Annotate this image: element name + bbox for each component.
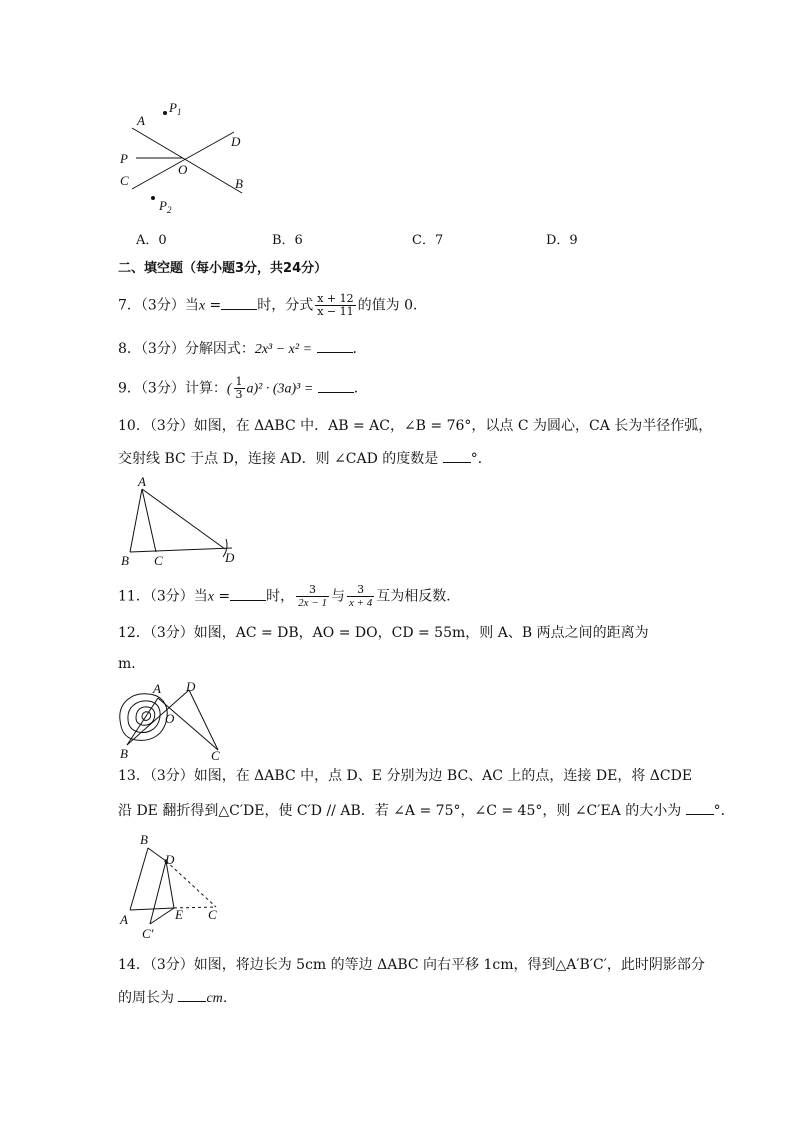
figure-q10	[112, 475, 242, 570]
question-7	[118, 293, 427, 318]
label-C-prime: C′	[142, 926, 154, 941]
label-D: D	[186, 679, 196, 694]
option-b: B．6	[272, 233, 303, 248]
q8-suffix: ．	[352, 341, 367, 357]
label-O: O	[165, 711, 175, 726]
label-O: O	[178, 162, 188, 177]
fraction: $\frac{3}{2x - 1}$	[298, 583, 327, 609]
q7-suffix: 的值为 0．	[357, 297, 428, 314]
answer-blank	[221, 295, 257, 310]
section-title-fill-in: 二、填空题（每小题3分，共24分）	[118, 261, 328, 276]
question-11: 11．（3分）当x = 时， $\frac{3}{2x - 1}$ 与 $\frac{3}{x + 4}$ 互为相反数．	[118, 583, 461, 609]
line-CD	[132, 132, 234, 189]
label-A: A	[138, 475, 146, 489]
label-C: C	[120, 173, 129, 188]
label-E: E	[175, 907, 183, 922]
label-B: B	[121, 553, 129, 568]
pond-contour	[120, 694, 167, 741]
option-a: A．0	[136, 233, 167, 248]
question-13-line-2: 沿 DE 翻折得到△C′DE，使 C′D // AB．若 ∠A = 75°，∠C = 45°，则 ∠C′EA 的大小为 °．	[118, 800, 735, 821]
question-8	[118, 338, 367, 360]
question-14-line-2: 的周长为 cm．	[118, 987, 237, 1009]
q9-suffix: ．	[353, 380, 368, 397]
figure-q13	[112, 828, 232, 943]
answer-blank	[317, 338, 353, 353]
label-P2: $P_2$	[159, 198, 172, 215]
label-A: A	[120, 912, 128, 927]
point-P2	[151, 196, 155, 200]
fraction: $\frac{3}{x + 4}$	[348, 583, 373, 609]
label-D: D	[225, 550, 235, 565]
figure-q12	[110, 678, 240, 762]
label-P1: $P_1$	[169, 100, 182, 117]
option-d: D．9	[546, 233, 578, 248]
question-9: 9．（3分）计算：( $\frac{1}{3}$ a)² · (3a)³ = ．	[118, 375, 368, 401]
label-P: P	[120, 151, 128, 166]
fraction: $\frac{x + 12}{x - 11}$	[317, 292, 354, 318]
q7-prefix: 7．（3分）当	[118, 297, 199, 314]
question-10-line-1: 10．（3分）如图，在 ΔABC 中．AB = AC，∠B = 76°，以点 C 为圆心，CA 长为半径作弧，	[118, 418, 713, 434]
fraction: $\frac{1}{3}$	[235, 375, 243, 401]
label-C: C	[154, 553, 163, 568]
label-A: A	[137, 113, 145, 128]
q8-expression: 2x³ − x² =	[254, 342, 313, 357]
label-C: C	[211, 748, 220, 762]
line-AB	[132, 128, 242, 193]
label-D: D	[231, 134, 241, 149]
answer-blank	[230, 586, 266, 601]
option-c: C．7	[412, 233, 444, 248]
answer-blank	[686, 800, 714, 815]
answer-blank	[178, 987, 206, 1002]
q9-prefix: 9．（3分）计算：	[118, 380, 227, 397]
label-A: A	[153, 681, 161, 696]
question-12-line-1: 12．（3分）如图，AC = DB，AO = DO，CD = 55m，则 A、B 两点之间的距离为	[118, 625, 649, 641]
label-B: B	[140, 832, 148, 847]
label-B: B	[120, 746, 128, 761]
question-10-line-2: 交射线 BC 于点 D，连接 AD．则 ∠CAD 的度数是 °．	[118, 448, 492, 469]
question-14-line-1: 14．（3分）如图，将边长为 5cm 的等边 ΔABC 向右平移 1cm，得到△A′B′C′，此时阴影部分	[118, 957, 705, 973]
point-P1	[163, 111, 167, 115]
label-C: C	[208, 907, 217, 922]
answer-blank	[318, 378, 354, 393]
answer-blank	[443, 448, 471, 463]
label-D: D	[165, 852, 175, 867]
figure-q6	[110, 95, 260, 220]
q7-eq: =	[205, 297, 222, 314]
question-12-line-2: m．	[118, 656, 146, 672]
label-B: B	[235, 176, 243, 191]
question-13-line-1: 13．（3分）如图，在 ΔABC 中，点 D、E 分别为边 BC、AC 上的点，连接 DE，将 ΔCDE	[118, 768, 693, 784]
q7-var: x	[198, 298, 206, 314]
q8-prefix: 8．（3分）分解因式：	[118, 341, 255, 357]
q9-expression: a)² · (3a)³ =	[246, 381, 314, 397]
q7-mid: 时，分式	[257, 297, 314, 314]
